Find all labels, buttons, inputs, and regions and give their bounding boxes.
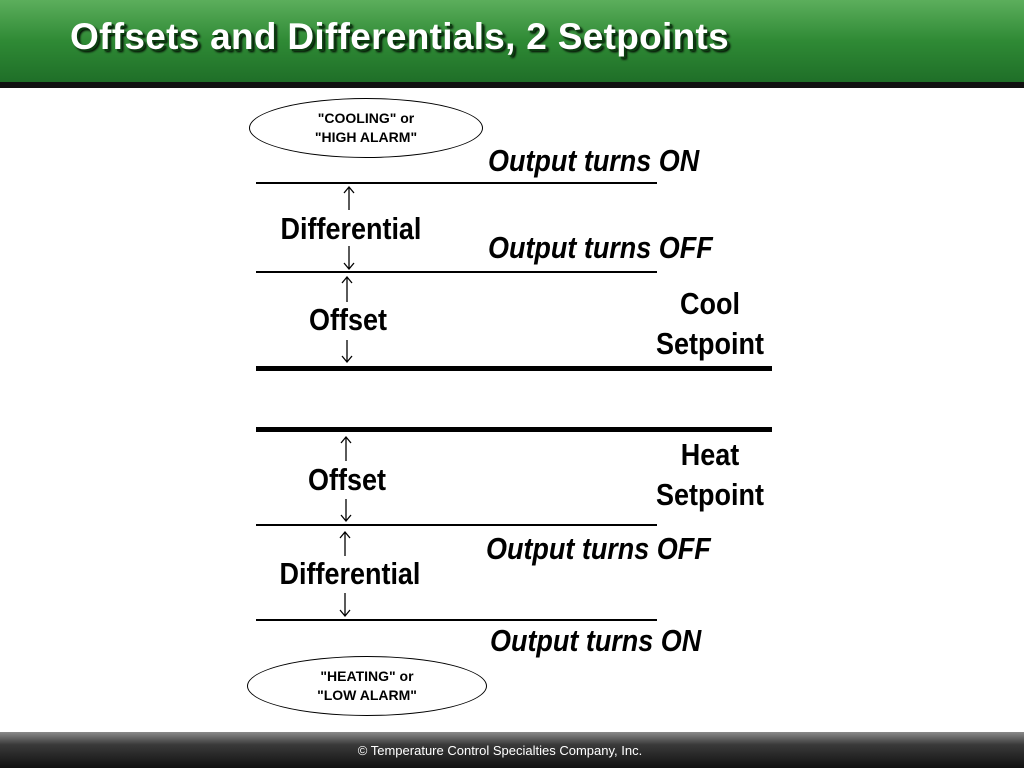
cool-output-on-label: Output turns ON	[488, 143, 700, 178]
differential-upper-label: Differential	[280, 211, 422, 246]
arrow-up-icon	[344, 187, 354, 210]
cool-setpoint-label	[649, 284, 771, 364]
arrow-down-icon	[344, 246, 354, 269]
cool-setpoint-line1: Cool	[680, 286, 740, 321]
arrow-down-icon	[342, 340, 352, 362]
cooling-bubble-line2: "HIGH ALARM"	[314, 129, 418, 145]
arrow-down-icon	[340, 593, 350, 616]
heat-setpoint-line2: Setpoint	[656, 477, 764, 512]
heating-bubble-line1: "HEATING" or	[320, 668, 414, 684]
arrow-up-icon	[342, 277, 352, 302]
heat-output-on-label: Output turns ON	[490, 623, 702, 658]
heating-bubble-line2: "LOW ALARM"	[317, 687, 417, 703]
offset-lower-label: Offset	[308, 462, 386, 497]
heat-setpoint-line1: Heat	[680, 437, 740, 472]
cool-output-off-label: Output turns OFF	[488, 230, 713, 265]
arrow-up-icon	[340, 532, 350, 556]
heat-output-off-label: Output turns OFF	[486, 531, 711, 566]
cooling-bubble-line1: "COOLING" or	[317, 110, 415, 126]
offset-upper-label: Offset	[309, 302, 387, 337]
heat-setpoint-label	[649, 435, 771, 515]
arrow-down-icon	[341, 499, 351, 521]
cool-setpoint-line2: Setpoint	[656, 326, 764, 361]
page-title: Offsets and Differentials, 2 Setpoints	[70, 16, 730, 57]
copyright-text: © Temperature Control Specialties Company, Inc.	[357, 743, 643, 758]
heating-bubble	[247, 656, 487, 716]
arrow-up-icon	[341, 437, 351, 461]
differential-lower-label: Differential	[279, 556, 421, 591]
